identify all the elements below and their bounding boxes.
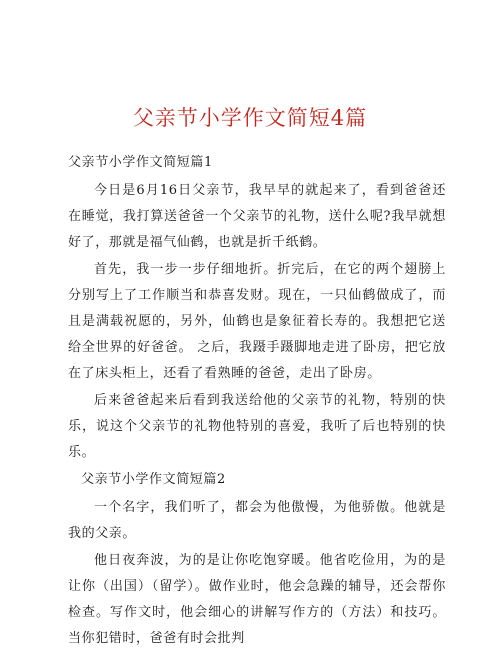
section-heading-2: 父亲节小学作文简短篇2 xyxy=(81,472,226,487)
paragraph-1: 今日是6月16日父亲节，我早早的就起来了，看到爸爸还在睡觉，我打算送爸爸一个父亲节的礼物，送什么呢?我早就想好了，那就是福气仙鹤，也就是折千纸鹤。 xyxy=(68,183,446,250)
document-body xyxy=(68,150,446,653)
document-title: 父亲节小学作文简短4篇 xyxy=(132,106,368,130)
section-heading-1: 父亲节小学作文简短篇1 xyxy=(68,155,213,170)
paragraph-5: 他日夜奔波，为的是让你吃饱穿暖。他省吃俭用，为的是让你（出国）（留学）。做作业时，他会急躁的辅导，还会帮你检查。写作文时，他会细心的讲解写作方的（方法）和技巧。当你犯错时，爸爸有时会批判 xyxy=(68,553,446,646)
paragraph-3: 后来爸爸起来后看到我送给他的父亲节的礼物，特别的快乐，说这个父亲节的礼物他特别的喜爱，我听了后也特别的快乐。 xyxy=(68,393,446,460)
paragraph-2: 首先，我一步一步仔细地折。折完后，在它的两个翅膀上分别写上了工作顺当和恭喜发财。现在，一只仙鹤做成了，而且是满载祝愿的，另外，仙鹤也是象征着长寿的。我想把它送给全世界的好爸爸。 之后，我蹑手蹑脚地走进了卧房，把它放在了床头柜上，还看了看熟睡的爸爸，走出了卧房。 xyxy=(68,262,446,381)
paragraph-4: 一个名字，我们听了，都会为他傲慢，为他骄傲。他就是我的父亲。 xyxy=(68,500,446,541)
